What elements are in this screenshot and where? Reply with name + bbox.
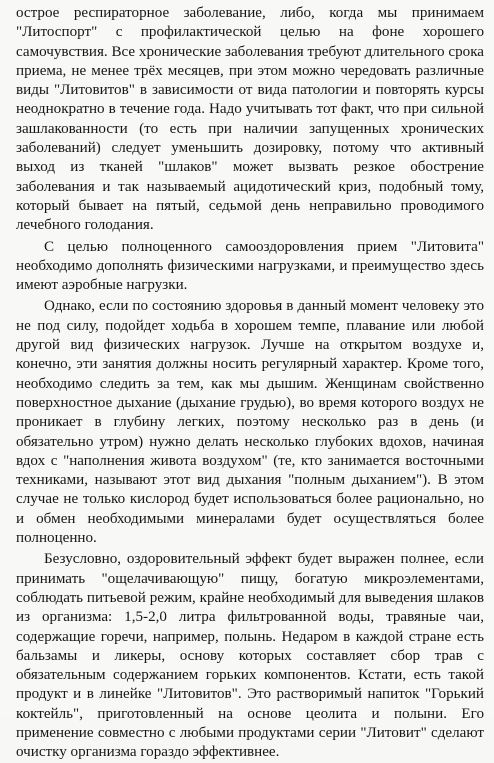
paragraph-physical-activity: С целью полноценного самооздоровления прием "Литовита" необходимо дополнять физическими нагрузками, и преимущество здесь имеют аэробные нагрузки. [16,238,484,294]
paragraph-walking-breathing: Однако, если по состоянию здоровья в данный момент человеку это не под силу, подойдет ходьба в хорошем темпе, плавание или любой другой вид физических нагрузок. Лучше на открытом воздухе и, конечно, эти занятия должны носить регулярный характер. Кроме того, необходимо следить за тем, как мы дышим. Женщинам свойственно поверхностное дыхание (дыхание грудью), во время которого воздух не проникает в глубину легких, поэтому несколько раз в день (и обязательно утром) нужно делать несколько глубоких вдохов, начиная вдох с "наполнения живота воздухом" (те, кто занимается восточными техниками, называют этот вид дыхания "полным дыханием"). В этом случае не только кислород будет использоваться более рационально, но и обмен необходимыми минералами будет осуществляться более полноценно. [16,298,484,547]
paragraph-continuation: острое респираторное заболевание, либо, когда мы принимаем "Литоспорт" с профилактической целью на фоне хорошего самочувствия. Все хронические заболевания требуют длительного срока приема, не менее трёх месяцев, при этом можно чередовать различные виды "Литовитов" в зависимости от вида патологии и повторять курсы неоднократно в течение года. Надо учитывать тот факт, что при сильной зашлакованности (то есть при наличии запущенных хронических заболеваний) следует уменьшить дозировку, потому что активный выход из тканей "шлаков" может вызвать резкое обострение заболевания и так называемый ацидотический криз, подобный тому, который бывает на пятый, седьмой день неправильно проводимого лечебного голодания. [16,5,484,234]
paragraph-diet-drink: Безусловно, оздоровительный эффект будет выражен полнее, если принимать "ощелачивающую" пищу, богатую микроэлементами, соблюдать питьевой режим, крайне необходимый для выведения шлаков из организма: 1,5-2,0 литра фильтрованной воды, травяные чаи, содержащие горечи, например, полынь. Недаром в каждой стране есть бальзамы и ликеры, основу которых составляет сбор трав с обязательным содержанием горьких компонентов. Кстати, есть такой продукт и в линейке "Литовитов". Это растворимый напиток "Горький коктейль", приготовленный на основе цеолита и полыни. Его применение совместно с любыми продуктами серии "Литовит" сделают очистку организма гораздо эффективнее. [16,551,484,761]
body-text [16,4,484,763]
